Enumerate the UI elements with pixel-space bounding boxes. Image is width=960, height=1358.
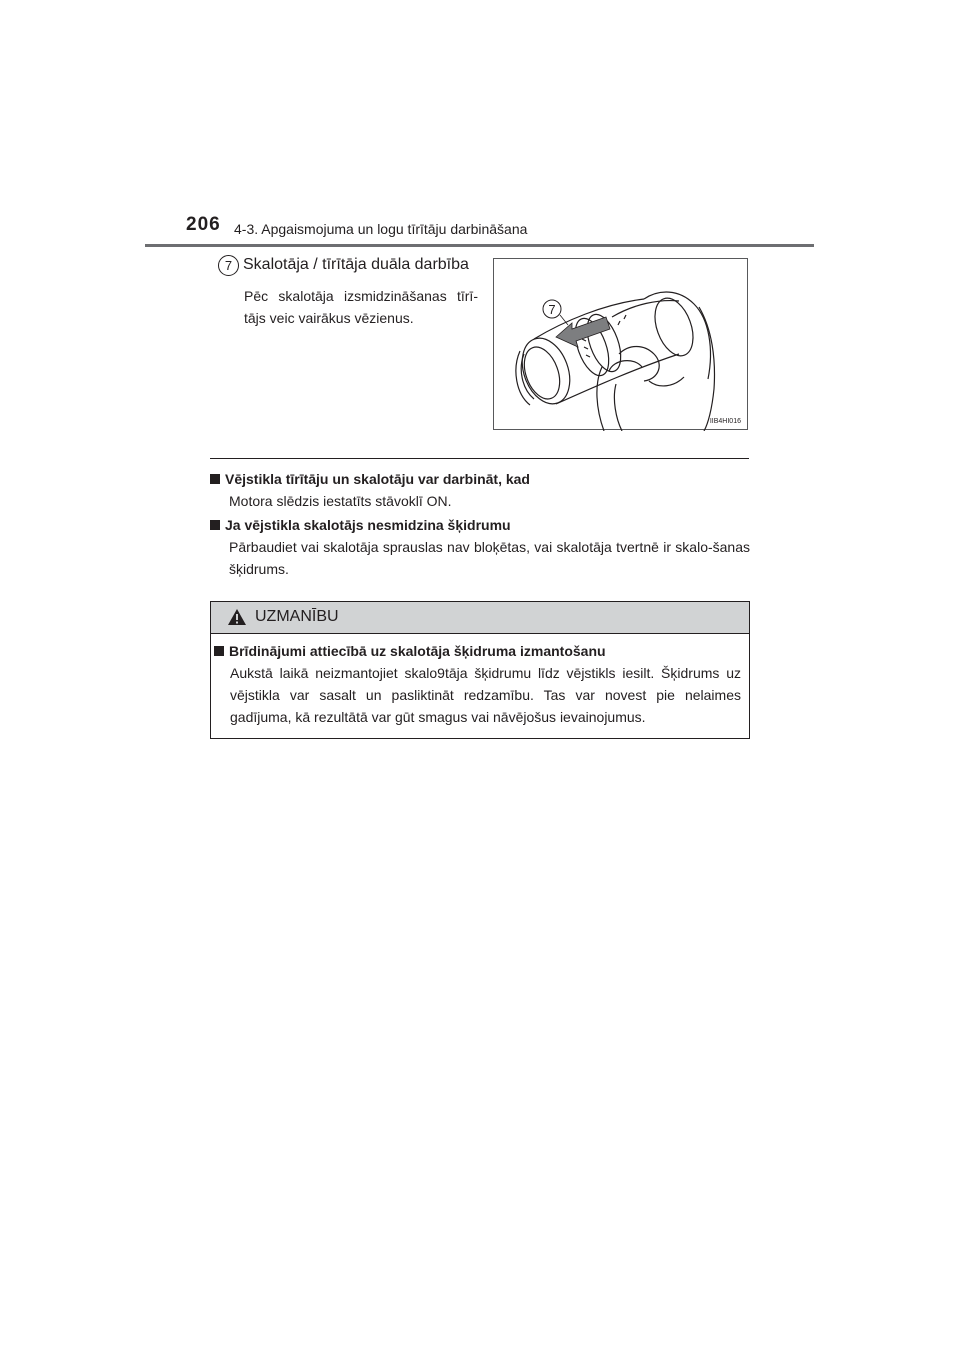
note-body: Pārbaudiet vai skalotāja sprauslas nav bloķētas, vai skalotāja tvertnē ir skalo-šanas šķidrums. [229, 539, 750, 577]
square-bullet-icon [214, 646, 224, 656]
item-number-badge: 7 [218, 255, 239, 276]
section-divider [210, 458, 749, 459]
item-description: Pēc skalotāja izsmidzināšanas tīrī-tājs veic vairākus vēzienus. [244, 288, 478, 326]
warning-triangle-icon [227, 608, 247, 626]
page-header [0, 214, 960, 248]
square-bullet-icon [210, 520, 220, 530]
caution-content [211, 640, 741, 728]
caution-body: Aukstā laikā neizmantojiet skalo9tāja šķidrumu līdz vējstikls iesilt. Šķidrums uz vējstikla var sasalt un pasliktināt redzamību. Tas var novest pie nelaimes gadījuma, kā rezultātā var gūt smagus vai nāvējošus ievainojumus. [230, 665, 741, 725]
header-rule [145, 244, 814, 247]
note-washer-not-spraying [210, 514, 750, 580]
caution-box [210, 601, 750, 739]
caution-heading: Brīdinājumi attiecībā uz skalotāja šķidruma izmantošanu [211, 640, 741, 662]
figure-code: IIB4HI016 [709, 418, 741, 425]
note-heading: Ja vējstikla skalotājs nesmidzina šķidrumu [210, 514, 750, 536]
section-title: 4-3. Apgaismojuma un logu tīrītāju darbināšana [234, 221, 528, 237]
note-heading: Vējstikla tīrītāju un skalotāju var darbināt, kad [210, 468, 750, 490]
caution-title: UZMANĪBU [255, 608, 339, 625]
wiper-lever-illustration [493, 258, 748, 430]
item-title: Skalotāja / tīrītāja duāla darbība [243, 256, 469, 273]
caution-header [211, 602, 749, 634]
page-number: 206 [186, 214, 221, 235]
hand-lever-drawing [494, 259, 749, 431]
note-body: Motora slēdzis iestatīts stāvoklī ON. [229, 493, 452, 509]
item-heading [218, 255, 498, 279]
square-bullet-icon [210, 474, 220, 484]
figure-callout-number: 7 [548, 302, 556, 317]
note-operation-condition [210, 468, 750, 512]
rotation-arrow [556, 317, 610, 347]
